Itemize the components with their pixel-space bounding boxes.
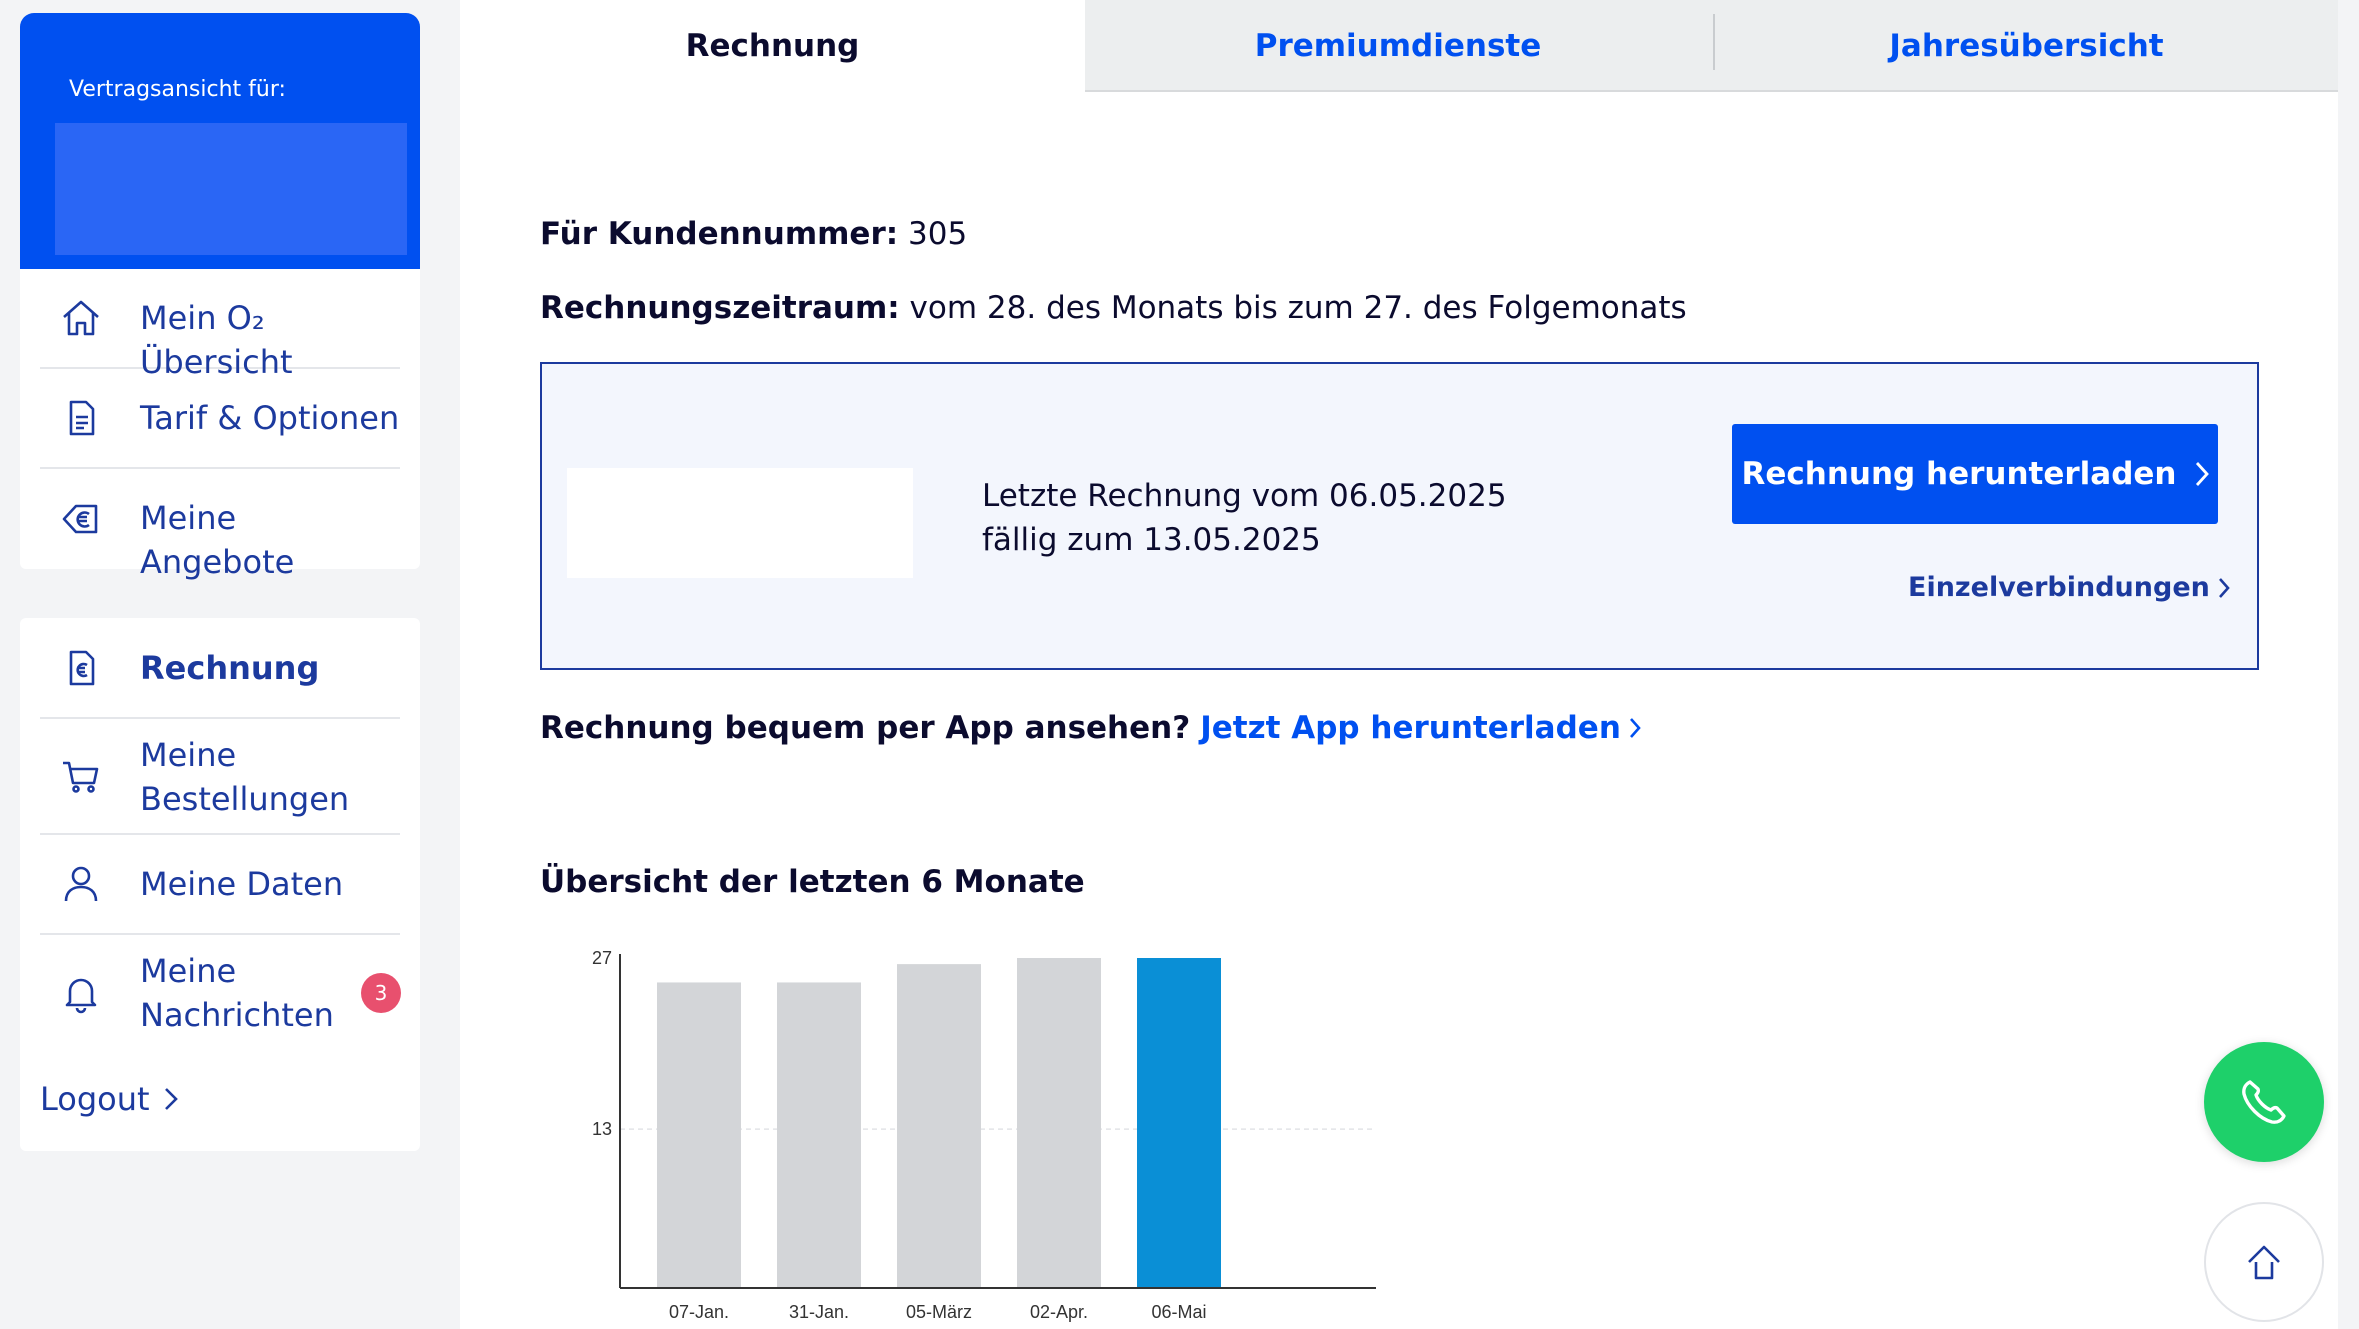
itemized-calls-link[interactable]	[1908, 572, 2230, 603]
sidebar-item-overview[interactable]	[40, 269, 400, 381]
contract-info-redacted	[55, 123, 407, 255]
latest-bill-card	[540, 362, 2259, 670]
app-download-link[interactable]	[1200, 710, 1641, 746]
chevron-right-icon	[164, 1087, 178, 1111]
x-tick-label: 05-März	[905, 1302, 973, 1322]
sidebar-item-orders[interactable]	[40, 719, 400, 835]
cart-icon	[60, 755, 102, 797]
x-tick-label: 06-Mai	[1151, 1302, 1207, 1322]
x-tick-label: 31-Jan.	[788, 1302, 850, 1322]
customer-number-value: 305	[908, 216, 968, 252]
y-tick-label: 13	[591, 1119, 612, 1140]
document-icon	[60, 397, 102, 439]
last-bill-date: Letzte Rechnung vom 06.05.2025	[982, 478, 1507, 514]
unread-badge: 3	[361, 973, 401, 1013]
y-tick-label: 27	[591, 948, 612, 968]
main-content	[460, 0, 2338, 1329]
chevron-right-icon	[2218, 577, 2230, 599]
sidebar-item-label: Meine Angebote	[140, 499, 295, 581]
sidebar-item-label: Meine Daten	[140, 865, 344, 903]
phone-icon	[2232, 1070, 2296, 1134]
sidebar-item-label: Meine Nachrichten	[140, 952, 334, 1034]
contract-selector[interactable]	[20, 13, 420, 269]
sidebar-item-messages[interactable]	[40, 935, 400, 1051]
sidebar-item-invoice[interactable]	[40, 618, 400, 719]
app-promo-question: Rechnung bequem per App ansehen?	[540, 710, 1191, 746]
tab-premium-services[interactable]: Premiumdienste	[1254, 28, 1542, 64]
scroll-to-top-button[interactable]	[2204, 1202, 2324, 1322]
chart-bar	[1017, 958, 1101, 1288]
tab-bar	[460, 0, 2338, 92]
sidebar-item-my-data[interactable]	[40, 835, 400, 935]
download-bill-button[interactable]	[1732, 424, 2218, 524]
x-tick-label: 07-Jan.	[668, 1302, 730, 1322]
customer-number	[540, 216, 967, 252]
bill-amount-redacted	[567, 468, 913, 578]
contract-label: Vertragsansicht für:	[69, 77, 286, 102]
invoice-icon	[60, 647, 102, 689]
itemized-calls-label: Einzelverbindungen	[1908, 572, 2210, 603]
x-tick-label: 02-Apr.	[1029, 1302, 1089, 1322]
tab-invoice[interactable]: Rechnung	[460, 0, 1085, 92]
app-download-label: Jetzt App herunterladen	[1200, 710, 1621, 746]
logout-label: Logout	[40, 1080, 150, 1118]
chart-bar	[777, 982, 861, 1288]
logout-link[interactable]	[40, 1080, 178, 1118]
sidebar-item-label: Mein O₂ Übersicht	[140, 299, 293, 381]
sidebar-item-label: Rechnung	[140, 649, 320, 687]
bell-icon	[60, 972, 102, 1014]
chart-bar	[897, 964, 981, 1288]
download-bill-label: Rechnung herunterladen	[1741, 456, 2177, 492]
arrow-up-icon	[2244, 1242, 2284, 1282]
tab-annual-overview[interactable]: Jahresübersicht	[1889, 28, 2164, 64]
home-icon	[60, 297, 102, 339]
bill-due-date: fällig zum 13.05.2025	[982, 522, 1321, 558]
billing-period	[540, 290, 1687, 326]
sidebar-bottom-nav	[20, 618, 420, 1151]
chevron-right-icon	[1629, 716, 1641, 740]
billing-period-label: Rechnungszeitraum:	[540, 290, 900, 326]
bill-info	[982, 474, 1507, 562]
chart-bar	[657, 982, 741, 1288]
sidebar-item-label: Meine Bestellungen	[140, 736, 350, 818]
chevron-right-icon	[2195, 461, 2209, 487]
sidebar-item-tariff[interactable]	[40, 369, 400, 469]
monthly-bill-chart	[540, 940, 1380, 1329]
chart-bar	[1137, 958, 1221, 1288]
sidebar-item-offers[interactable]	[40, 469, 400, 581]
call-button[interactable]	[2204, 1042, 2324, 1162]
user-icon	[60, 863, 102, 905]
app-promo	[540, 710, 1641, 746]
sidebar-item-label: Tarif & Optionen	[140, 399, 400, 437]
customer-number-label: Für Kundennummer:	[540, 216, 899, 252]
euro-tag-icon	[60, 498, 102, 540]
sidebar-top-nav	[20, 269, 420, 581]
billing-period-value: vom 28. des Monats bis zum 27. des Folgemonats	[909, 290, 1687, 326]
overview-title: Übersicht der letzten 6 Monate	[540, 864, 1085, 900]
